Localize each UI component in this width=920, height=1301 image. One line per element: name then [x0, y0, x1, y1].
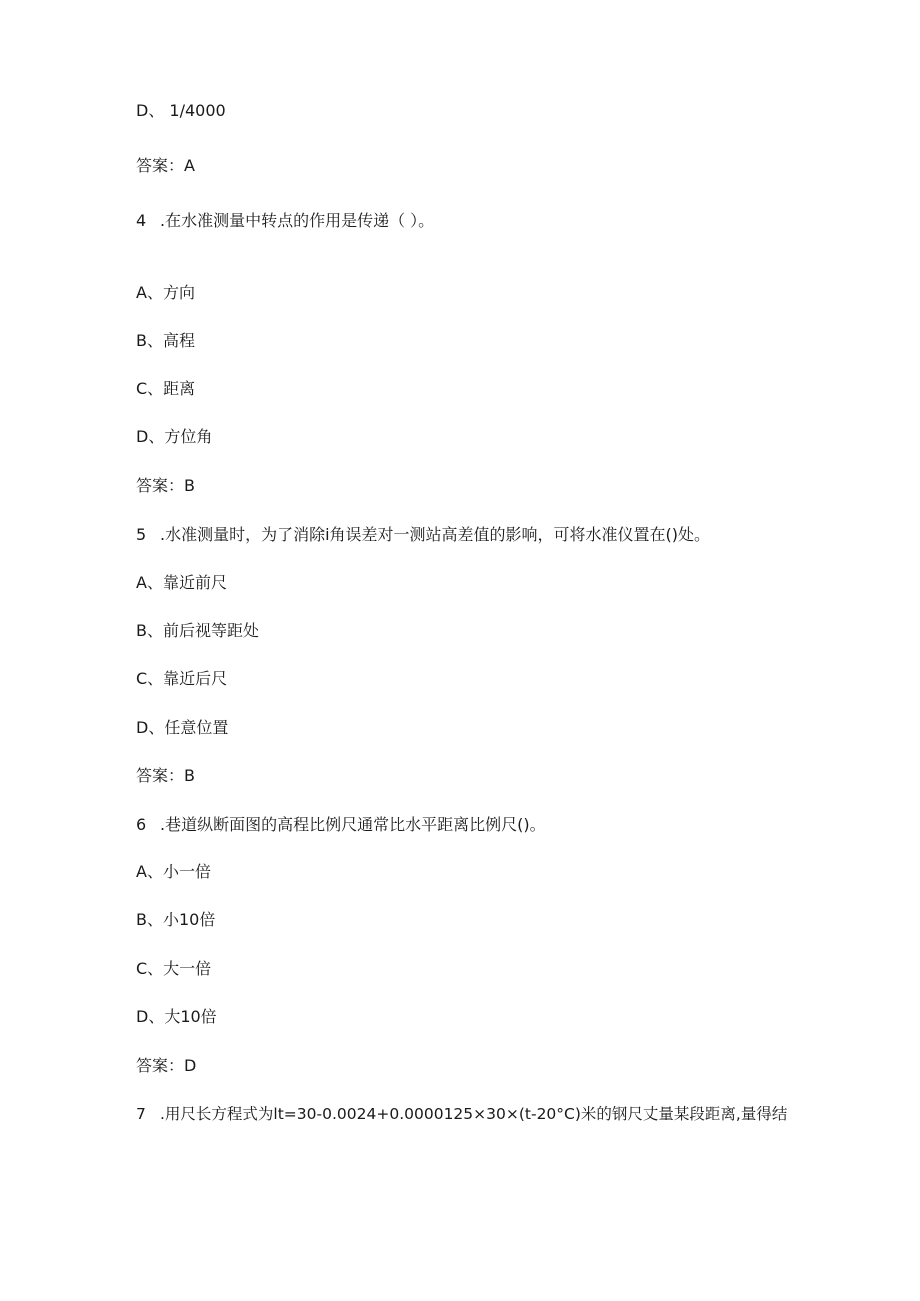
question-5-option-d: D、任意位置 — [136, 718, 229, 737]
question-4-option-c: C、距离 — [136, 379, 196, 398]
question-5-option-c: C、靠近后尺 — [136, 669, 228, 688]
question-6-option-b: B、小10倍 — [136, 910, 216, 929]
question-6-option-c: C、大一倍 — [136, 959, 212, 978]
prev-option-d: D、 1/4000 — [136, 101, 226, 120]
question-4-stem — [136, 211, 434, 231]
question-5-option-b: B、前后视等距处 — [136, 621, 259, 640]
question-5-answer: 答案：B — [136, 766, 195, 785]
question-text: .水准测量时，为了消除i角误差对一测站高差值的影响，可将水准仪置在()处。 — [160, 525, 711, 544]
question-7-stem — [136, 1104, 787, 1124]
question-number: 7 — [136, 1105, 146, 1123]
question-number: 4 — [136, 211, 147, 230]
question-4-option-b: B、高程 — [136, 331, 195, 350]
question-4-option-a: A、方向 — [136, 283, 195, 302]
question-6-stem — [136, 815, 546, 835]
question-6-answer: 答案：D — [136, 1056, 197, 1075]
question-number: 5 — [136, 525, 147, 544]
question-4-answer: 答案：B — [136, 476, 195, 495]
question-6-option-a: A、小一倍 — [136, 862, 211, 881]
question-6-option-d: D、大10倍 — [136, 1007, 217, 1026]
question-4-option-d: D、方位角 — [136, 427, 213, 446]
question-text: .用尺长方程式为lt=30-0.0024+0.0000125×30×(t-20°C)米的钢尺丈量某段距离,量得结 — [160, 1105, 788, 1123]
question-5-option-a: A、靠近前尺 — [136, 573, 227, 592]
question-text: .在水准测量中转点的作用是传递（ ）。 — [160, 211, 435, 230]
question-number: 6 — [136, 815, 147, 834]
question-5-stem — [136, 525, 710, 545]
prev-answer: 答案：A — [136, 156, 195, 175]
question-text: .巷道纵断面图的高程比例尺通常比水平距离比例尺()。 — [160, 815, 546, 834]
